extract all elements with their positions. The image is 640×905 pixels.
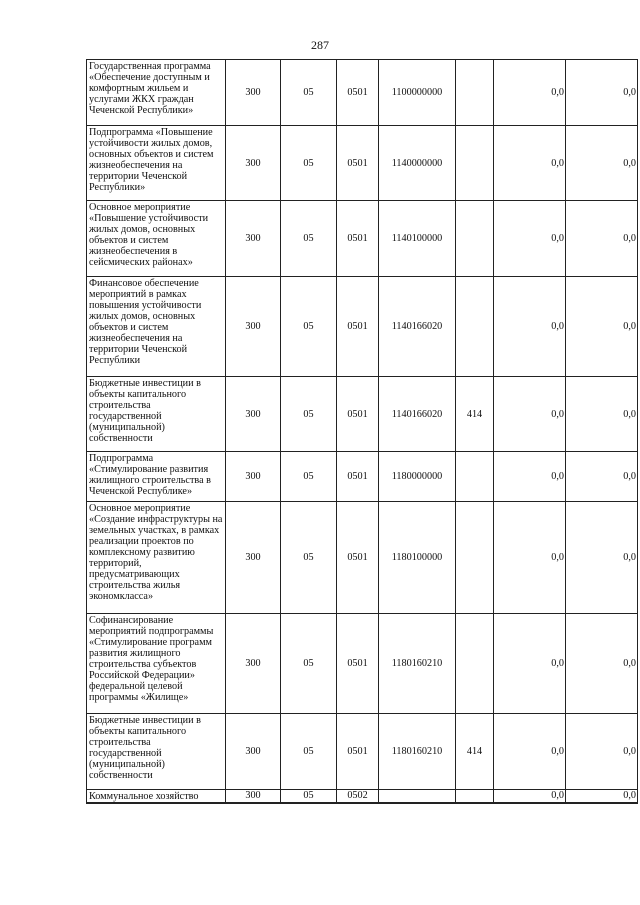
row-name: Государственная программа «Обеспечение доступным и комфортным жильем и услугами ЖКХ граждан Чеченской Республики» [87,60,226,126]
table-row [87,714,638,790]
code-subsection: 0501 [337,277,379,377]
table-row [87,502,638,614]
code-subsection: 0501 [337,126,379,201]
amount-1: 0,0 [494,452,566,502]
code-subsection: 0501 [337,201,379,277]
code-target-article: 1180100000 [379,502,456,614]
code-ministry: 300 [226,277,281,377]
code-subsection: 0502 [337,790,379,804]
table-row [87,790,638,804]
budget-table [86,59,638,804]
row-name: Подпрограмма «Стимулирование развития жилищного строительства в Чеченской Республике» [87,452,226,502]
code-target-article: 1180160210 [379,714,456,790]
amount-1: 0,0 [494,377,566,452]
table-row [87,277,638,377]
code-ministry: 300 [226,714,281,790]
code-expense-type: 414 [456,714,494,790]
code-target-article: 1100000000 [379,60,456,126]
code-ministry: 300 [226,614,281,714]
code-ministry: 300 [226,790,281,804]
amount-1: 0,0 [494,714,566,790]
row-name: Софинансирование мероприятий подпрограммы «Стимулирование программ развития жилищного строительства субъектов Российской Федерации» федеральной целевой программы «Жилище» [87,614,226,714]
code-section: 05 [281,790,337,804]
amount-2: 0,0 [566,60,638,126]
code-section: 05 [281,377,337,452]
code-target-article: 1140000000 [379,126,456,201]
code-target-article: 1140100000 [379,201,456,277]
code-section: 05 [281,614,337,714]
table-row [87,452,638,502]
amount-2: 0,0 [566,277,638,377]
code-ministry: 300 [226,502,281,614]
code-expense-type: 414 [456,377,494,452]
amount-2: 0,0 [566,790,638,804]
code-subsection: 0501 [337,714,379,790]
amount-2: 0,0 [566,614,638,714]
amount-1: 0,0 [494,277,566,377]
code-section: 05 [281,126,337,201]
code-ministry: 300 [226,126,281,201]
code-expense-type [456,277,494,377]
amount-1: 0,0 [494,126,566,201]
code-subsection: 0501 [337,614,379,714]
amount-1: 0,0 [494,614,566,714]
code-subsection: 0501 [337,377,379,452]
code-expense-type [456,452,494,502]
table-row [87,126,638,201]
code-section: 05 [281,502,337,614]
row-name: Основное мероприятие «Создание инфраструктуры на земельных участках, в рамках реализации проектов по комплексному развитию территорий, предусматривающих строительства жилья экономкласса» [87,502,226,614]
table-row [87,377,638,452]
row-name: Финансовое обеспечение мероприятий в рамках повышения устойчивости жилых домов, основных объектов и систем жизнеобеспечения на территории Чеченской Республики [87,277,226,377]
code-subsection: 0501 [337,502,379,614]
amount-1: 0,0 [494,790,566,804]
row-name: Подпрограмма «Повышение устойчивости жилых домов, основных объектов и систем жизнеобеспечения на территории Чеченской Республики» [87,126,226,201]
amount-1: 0,0 [494,201,566,277]
amount-2: 0,0 [566,452,638,502]
code-target-article [379,790,456,804]
code-expense-type [456,614,494,714]
code-subsection: 0501 [337,452,379,502]
table-row [87,60,638,126]
amount-1: 0,0 [494,502,566,614]
code-subsection: 0501 [337,60,379,126]
amount-2: 0,0 [566,714,638,790]
code-target-article: 1140166020 [379,377,456,452]
table-row [87,614,638,714]
row-name: Бюджетные инвестиции в объекты капитального строительства государственной (муниципальной) собственности [87,714,226,790]
code-expense-type [456,126,494,201]
amount-2: 0,0 [566,377,638,452]
page-number: 287 [311,38,329,52]
code-expense-type [456,60,494,126]
amount-2: 0,0 [566,502,638,614]
code-ministry: 300 [226,60,281,126]
row-name: Коммунальное хозяйство [87,790,226,804]
code-section: 05 [281,60,337,126]
code-section: 05 [281,714,337,790]
code-expense-type [456,790,494,804]
table-row [87,201,638,277]
code-ministry: 300 [226,452,281,502]
row-name: Бюджетные инвестиции в объекты капитального строительства государственной (муниципальной) собственности [87,377,226,452]
code-expense-type [456,502,494,614]
amount-2: 0,0 [566,126,638,201]
code-ministry: 300 [226,377,281,452]
code-section: 05 [281,452,337,502]
code-ministry: 300 [226,201,281,277]
amount-2: 0,0 [566,201,638,277]
code-section: 05 [281,201,337,277]
code-section: 05 [281,277,337,377]
code-expense-type [456,201,494,277]
code-target-article: 1140166020 [379,277,456,377]
amount-1: 0,0 [494,60,566,126]
row-name: Основное мероприятие «Повышение устойчивости жилых домов, основных объектов и систем жизнеобеспечения в сейсмических районах» [87,201,226,277]
code-target-article: 1180000000 [379,452,456,502]
code-target-article: 1180160210 [379,614,456,714]
